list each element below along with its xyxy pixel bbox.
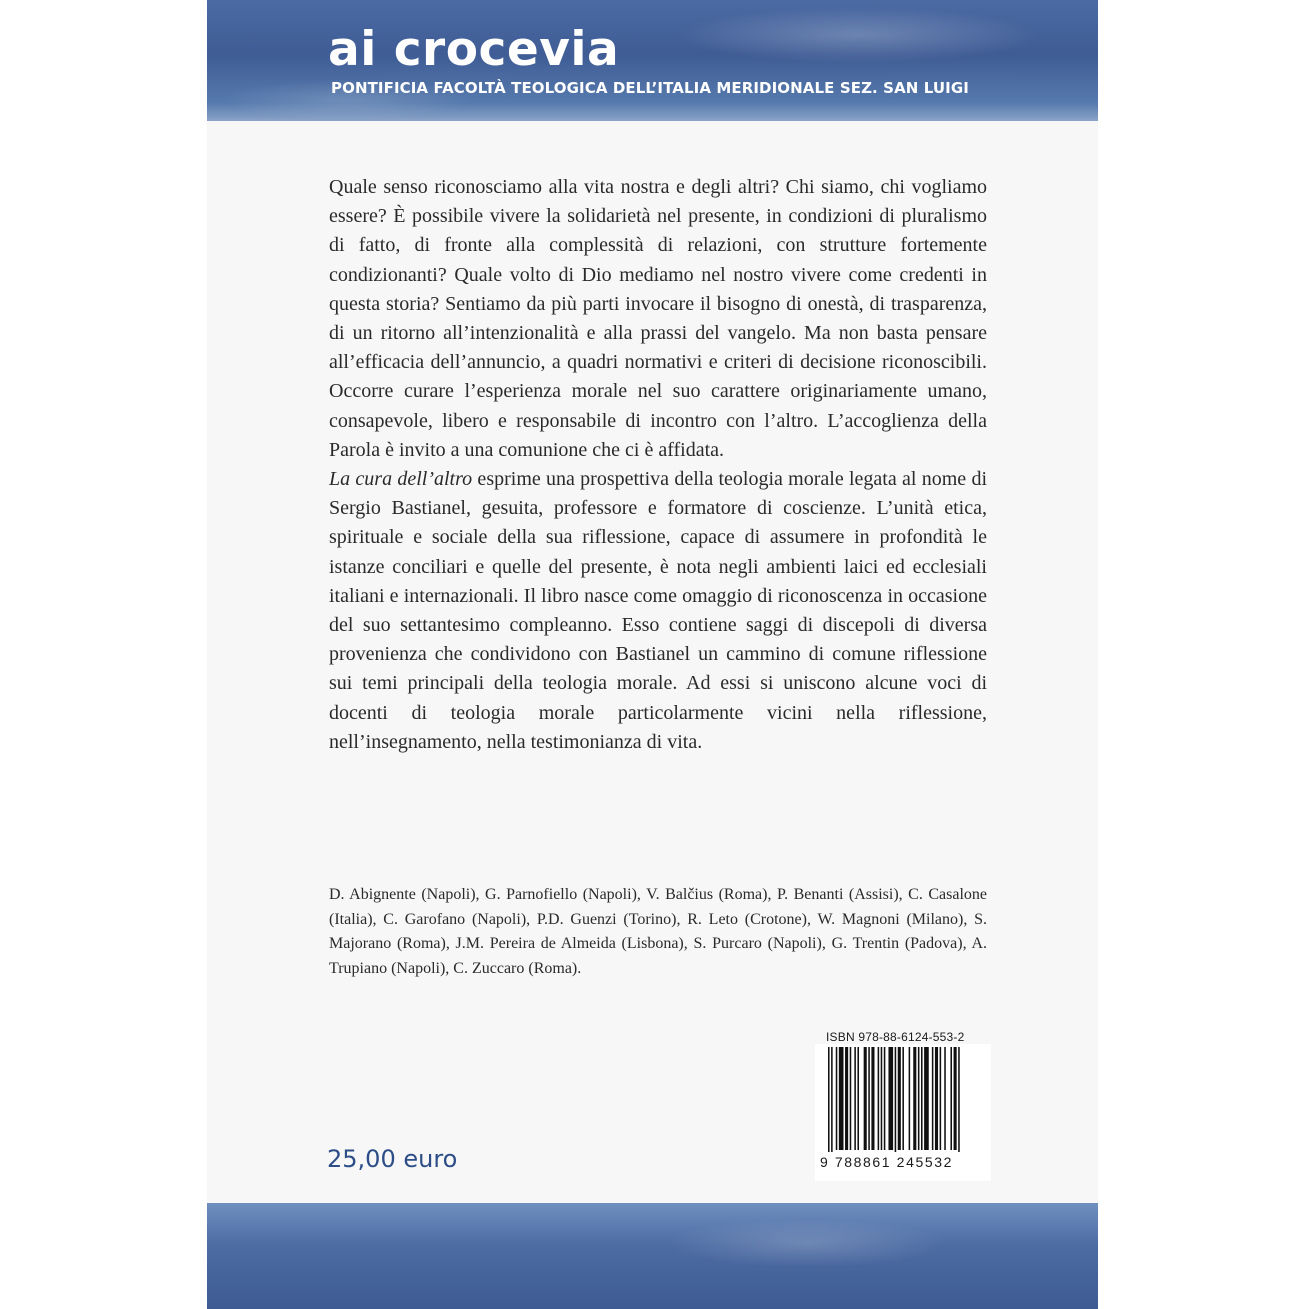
barcode-bar: [828, 1047, 830, 1152]
blurb-paragraph-2: [329, 465, 987, 757]
series-subtitle: PONTIFICIA FACOLTÀ TEOLOGICA DELL’ITALIA MERIDIONALE SEZ. SAN LUIGI: [331, 79, 969, 97]
barcode-bar: [924, 1047, 929, 1150]
barcode-bar: [921, 1047, 923, 1150]
barcode-bar: [932, 1047, 934, 1150]
barcode-bar: [878, 1047, 880, 1150]
barcode-bar: [913, 1047, 916, 1150]
barcode-bar: [884, 1047, 886, 1150]
barcode-bar: [958, 1047, 960, 1152]
barcode-bar: [950, 1047, 952, 1150]
barcode-bar: [888, 1047, 893, 1150]
contributors-list: D. Abignente (Napoli), G. Parnofiello (Napoli), V. Balčius (Roma), P. Benanti (Assisi), C. Casalone (Italia), C. Garofano (Napoli), P.D. Guenzi (Torino), R. Leto (Crotone), W. Magnoni (Milano), S. Majorano (Roma), J.M. Pereira de Almeida (Lisbona), S. Purcaro (Napoli), G. Trentin (Padova), A. Trupiano (Napoli), C. Zuccaro (Roma).: [329, 886, 987, 977]
book-back-cover: [207, 0, 1098, 1309]
barcode-bar: [845, 1047, 848, 1150]
blurb-paragraph-1: Quale senso riconosciamo alla vita nostra e degli altri? Chi siamo, chi vogliamo essere? È possibile vivere la solidarietà nel presente, in condizioni di pluralismo di fatto, di fronte alla complessità di relazioni, con strutture fortemente condizionanti? Quale volto di Dio mediamo nel nostro vivere come credenti in questa storia? Sentiamo da più parti invocare il bisogno di onestà, di trasparenza, di un ritorno all’intenzionalità e alla prassi del vangelo. Ma non basta pensare all’efficacia dell’annuncio, a quadri normativi e criteri di decisione riconoscibili. Occorre curare l’esperienza morale nel suo carattere originariamente umano, consapevole, libero e responsabile di incontro con l’altro. L’accoglienza della Parola è invito a una comunione che ci è affidata.: [329, 176, 987, 461]
barcode-bar: [850, 1047, 852, 1150]
barcode-bar: [836, 1047, 838, 1150]
barcode-bar: [944, 1047, 946, 1150]
barcode-bar: [857, 1047, 859, 1150]
series-title: ai crocevia: [328, 22, 620, 77]
isbn-barcode: [815, 1044, 991, 1181]
footer-band: [207, 1203, 1098, 1309]
barcode-bar: [940, 1047, 942, 1150]
price: 25,00 euro: [327, 1145, 458, 1173]
barcode-bar: [895, 1047, 897, 1152]
barcode-bar: [918, 1047, 920, 1150]
barcode-bar: [954, 1047, 957, 1150]
barcode-bars: [828, 1047, 986, 1152]
barcode-bar: [881, 1047, 883, 1150]
barcode-bar: [909, 1047, 911, 1150]
isbn-label: ISBN 978-88-6124-553-2: [826, 1030, 965, 1044]
barcode-bar: [831, 1047, 833, 1152]
back-cover-blurb: [329, 173, 987, 757]
barcode-bar: [839, 1047, 844, 1150]
barcode-bar: [854, 1047, 856, 1150]
barcode-digits: 9 788861 245532: [820, 1154, 953, 1170]
barcode-bar: [902, 1047, 904, 1150]
book-title-italic: La cura dell’altro: [329, 468, 473, 491]
barcode-bar: [935, 1047, 938, 1150]
barcode-bar: [898, 1047, 901, 1150]
barcode-bar: [868, 1047, 870, 1150]
blurb-paragraph-2-text: esprime una prospettiva della teologia morale legata al nome di Sergio Bastianel, gesuita, professore e formatore di coscienze. L’unità etica, spirituale e sociale della sua riflessione, capace di assumere in profondità le istanze conciliari e quelle del presente, è nota negli ambienti laici ed ecclesiali italiani e internazionali. Il libro nasce come omaggio di riconoscenza in occasione del suo settantesimo compleanno. Esso contiene saggi di discepoli di diversa provenienza che condividono con Bastianel un cammino di comune riflessione sui temi principali della teologia morale. Ad essi si uniscono alcune voci di docenti di teologia morale particolarmente vicini nella riflessione, nell’insegnamento, nella testimonianza di vita.: [329, 468, 987, 753]
barcode-bar: [871, 1047, 874, 1150]
series-header-band: [207, 0, 1098, 121]
barcode-bar: [864, 1047, 867, 1150]
